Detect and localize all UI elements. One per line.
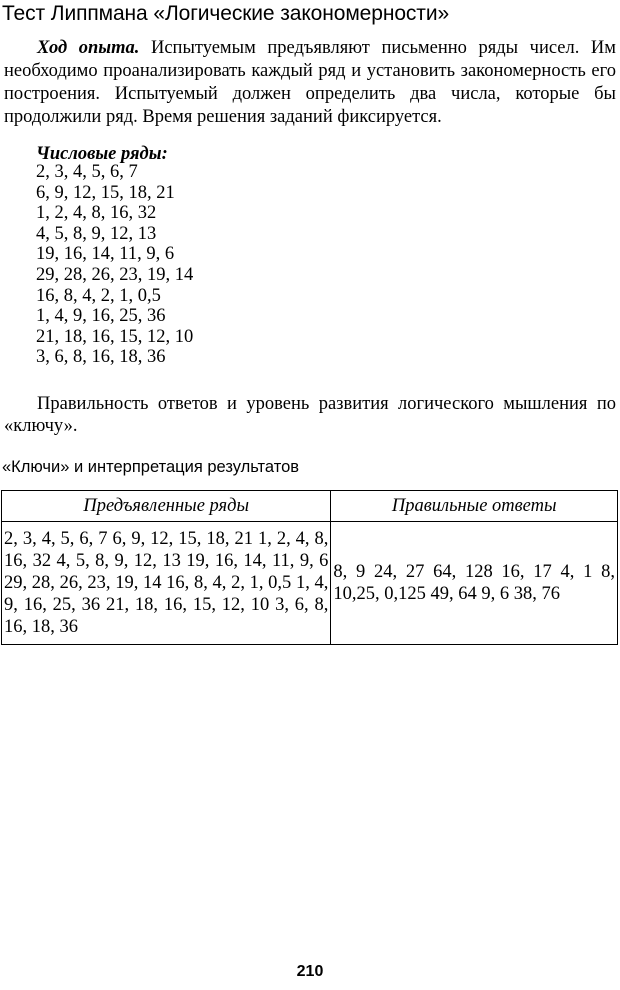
series-item: 21, 18, 16, 15, 12, 10 [36,326,194,347]
evaluation-note: Правильность ответов и уровень развития логического мышления по «ключу». [4,394,616,436]
series-item: 2, 3, 4, 5, 6, 7 [36,162,138,182]
keys-table [1,490,618,645]
column-header-answers: Правильные ответы [331,491,618,522]
table-row [2,522,618,645]
series-item: 29, 28, 26, 23, 19, 14 [36,264,194,285]
presented-series-cell: 2, 3, 4, 5, 6, 7 6, 9, 12, 15, 18, 21 1, 2, 4, 8, 16, 32 4, 5, 8, 9, 12, 13 19, 16, 14, 11, 9, 6 29, 28, 26, 23, 19, 14 16, 8, 4, 2, 1, 0,5 1, 4, 9, 16, 25, 36 21, 18, 16, 15, 12, 10 3, 6, 8, 16, 18, 36 [2,522,331,645]
keys-heading: «Ключи» и интерпретация результатов [2,458,300,476]
page-title: Тест Липпмана «Логические закономерности» [2,2,450,25]
table-header-row [2,491,618,522]
correct-answers-cell: 8, 9 24, 27 64, 128 16, 17 4, 1 8, 10,25, 0,125 49, 64 9, 6 38, 76 [331,522,618,645]
series-item: 1, 2, 4, 8, 16, 32 [36,203,157,224]
column-header-presented: Предъявленные ряды [2,491,331,522]
series-item: 1, 4, 9, 16, 25, 36 [36,306,166,327]
series-item: 4, 5, 8, 9, 12, 13 [36,223,157,244]
procedure-text: Испытуемым предъявляют письменно ряды чисел. Им необходимо проанализировать каждый ряд и установить закономерность его построения. Испытуемый должен определить два числа, которые бы продолжили ряд. Время решения заданий фиксируется. [4,38,616,127]
procedure-lead: Ход опыта. [37,38,140,58]
page-number: 210 [296,963,324,980]
series-item: 3, 6, 8, 16, 18, 36 [36,347,166,368]
series-item: 6, 9, 12, 15, 18, 21 [36,182,175,203]
series-item: 16, 8, 4, 2, 1, 0,5 [36,285,161,306]
intro-paragraph [4,37,616,129]
number-series-list [36,162,193,368]
series-heading: Числовые ряды: [36,144,168,164]
series-item: 19, 16, 14, 11, 9, 6 [36,244,175,265]
